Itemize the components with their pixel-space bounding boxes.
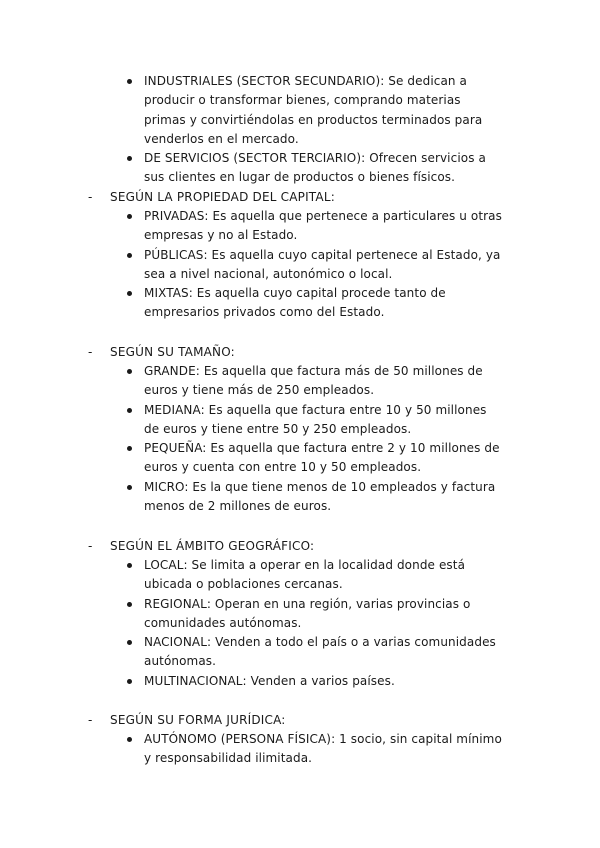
- list-item-text: PÚBLICAS: Es aquella cuyo capital pertenece al Estado, ya sea a nivel nacional, autonómico o local.: [144, 247, 501, 281]
- list-item: [144, 556, 504, 595]
- bullet-icon: [127, 291, 132, 296]
- section-heading: [88, 342, 600, 362]
- list-item: [144, 207, 504, 246]
- bullet-list: [0, 730, 600, 769]
- section-heading-text: SEGÚN SU TAMAÑO:: [110, 345, 235, 359]
- section: [0, 187, 600, 323]
- list-item: [144, 246, 504, 285]
- bullet-icon: [127, 602, 132, 607]
- list-item: [144, 672, 504, 691]
- list-item-text: GRANDE: Es aquella que factura más de 50 millones de euros y tiene más de 250 empleados.: [144, 364, 483, 398]
- heading-dash-marker: -: [88, 713, 93, 727]
- heading-dash-marker: -: [88, 345, 93, 359]
- section-heading-text: SEGÚN LA PROPIEDAD DEL CAPITAL:: [110, 190, 335, 204]
- heading-dash-marker: -: [88, 190, 93, 204]
- bullet-icon: [127, 446, 132, 451]
- bullet-list: [0, 556, 600, 691]
- section-heading-text: SEGÚN EL ÁMBITO GEOGRÁFICO:: [110, 539, 315, 553]
- list-item: [144, 633, 504, 672]
- bullet-icon: [127, 369, 132, 374]
- list-item: [144, 362, 504, 401]
- list-item-text: LOCAL: Se limita a operar en la localidad donde está ubicada o poblaciones cercanas.: [144, 558, 466, 592]
- bullet-icon: [127, 640, 132, 645]
- list-item: [144, 72, 504, 149]
- list-item-text: INDUSTRIALES (SECTOR SECUNDARIO): Se dedican a producir o transformar bienes, comprando materias primas y convirtiéndolas en productos terminados para venderlos en el mercado.: [144, 74, 483, 146]
- list-item-text: DE SERVICIOS (SECTOR TERCIARIO): Ofrecen servicios a sus clientes en lugar de productos o bienes físicos.: [144, 151, 486, 185]
- section-heading: [88, 710, 600, 730]
- bullet-list: [0, 72, 600, 188]
- bullet-icon: [127, 485, 132, 490]
- list-item-text: MEDIANA: Es aquella que factura entre 10 y 50 millones de euros y tiene entre 50 y 250 empleados.: [144, 402, 487, 436]
- section-heading: [88, 187, 600, 207]
- section: [0, 72, 600, 188]
- bullet-list: [0, 362, 600, 516]
- heading-dash-marker: -: [88, 539, 93, 553]
- list-item-text: MIXTAS: Es aquella cuyo capital procede tanto de empresarios privados como del Estado.: [144, 286, 446, 320]
- list-item-text: PEQUEÑA: Es aquella que factura entre 2 y 10 millones de euros y cuenta con entre 10 y 50 empleados.: [144, 441, 500, 475]
- list-item: [144, 401, 504, 440]
- list-item: [144, 284, 504, 323]
- bullet-icon: [127, 79, 132, 84]
- list-item: [144, 730, 504, 769]
- list-item-text: REGIONAL: Operan en una región, varias provincias o comunidades autónomas.: [144, 596, 471, 630]
- section: [0, 710, 600, 769]
- bullet-icon: [127, 253, 132, 258]
- bullet-icon: [127, 679, 132, 684]
- list-item-text: PRIVADAS: Es aquella que pertenece a particulares u otras empresas y no al Estado.: [144, 209, 502, 243]
- list-item-text: AUTÓNOMO (PERSONA FÍSICA): 1 socio, sin capital mínimo y responsabilidad ilimitada.: [144, 732, 502, 766]
- bullet-icon: [127, 563, 132, 568]
- section: [0, 536, 600, 691]
- list-item: [144, 478, 504, 517]
- section: [0, 342, 600, 516]
- bullet-icon: [127, 408, 132, 413]
- bullet-icon: [127, 156, 132, 161]
- section-heading-text: SEGÚN SU FORMA JURÍDICA:: [110, 713, 286, 727]
- list-item-text: NACIONAL: Venden a todo el país o a varias comunidades autónomas.: [144, 635, 496, 669]
- list-item: [144, 149, 504, 188]
- bullet-list: [0, 207, 600, 323]
- list-item: [144, 439, 504, 478]
- section-heading: [88, 536, 600, 556]
- list-item: [144, 595, 504, 634]
- list-item-text: MULTINACIONAL: Venden a varios países.: [144, 673, 395, 688]
- list-item-text: MICRO: Es la que tiene menos de 10 empleados y factura menos de 2 millones de euros.: [144, 479, 496, 514]
- bullet-icon: [127, 214, 132, 219]
- bullet-icon: [127, 737, 132, 742]
